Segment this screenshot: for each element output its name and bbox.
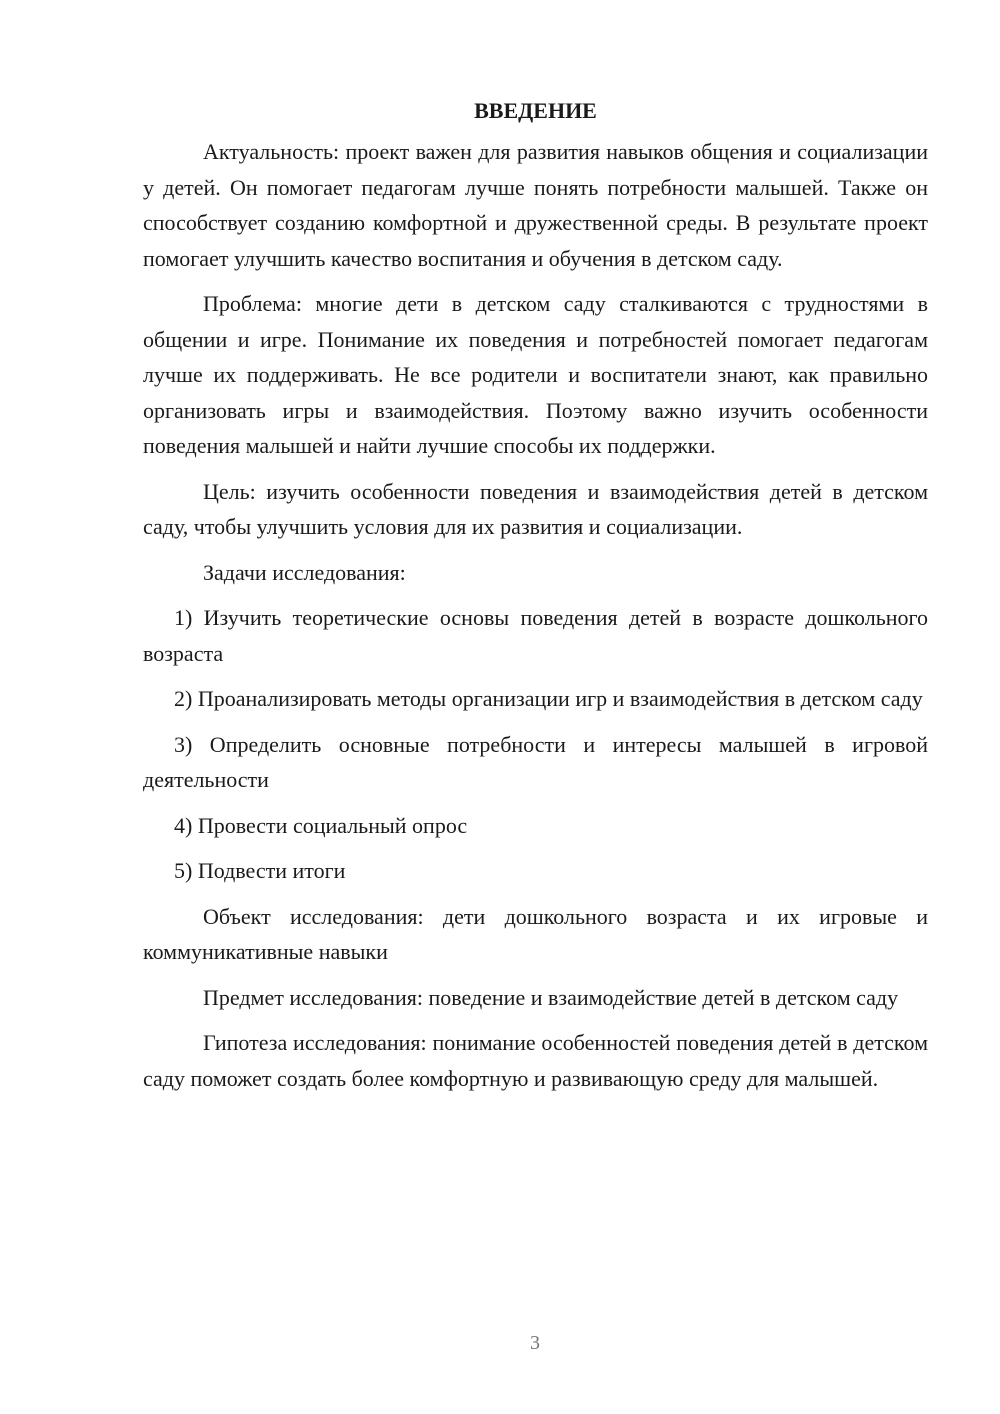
relevance-paragraph: Актуальность: проект важен для развития навыков общения и социализации у детей. Он помогает педагогам лучше понять потребности малышей. Также он способствует созданию комфортной и дружественной среды. В результате проект помогает улучшить качество воспитания и обучения в детском саду. [143,139,928,271]
task-item: 3) Определить основные потребности и интересы малышей в игровой деятельности [143,731,928,792]
subject-paragraph: Предмет исследования: поведение и взаимодействие детей в детском саду [203,984,899,1010]
hypothesis-paragraph: Гипотеза исследования: понимание особенностей поведения детей в детском саду поможет создать более комфортную и развивающую среду для малышей. [143,1030,928,1091]
problem-paragraph: Проблема: многие дети в детском саду сталкиваются с трудностями в общении и игре. Понимание их поведения и потребностей помогает педагогам лучше их поддерживать. Не все родители и воспитатели знают, как правильно организовать игры и взаимодействия. Поэтому важно изучить особенности поведения малышей и найти лучшие способы их поддержки. [143,291,928,458]
tasks-heading: Задачи исследования: [203,559,406,585]
task-item: 4) Провести социальный опрос [174,812,468,838]
task-item: 1) Изучить теоретические основы поведения детей в возрасте дошкольного возраста [143,605,928,666]
task-item: 2) Проанализировать методы организации игр и взаимодействия в детском саду [174,686,923,711]
goal-paragraph: Цель: изучить особенности поведения и взаимодействия детей в детском саду, чтобы улучшить условия для их развития и социализации. [143,478,928,539]
page-number: 3 [530,1332,540,1354]
object-paragraph: Объект исследования: дети дошкольного возраста и их игровые и коммуникативные навыки [143,903,928,964]
page-title: ВВЕДЕНИЕ [474,98,597,123]
task-item: 5) Подвести итоги [174,858,346,883]
document-page [143,96,928,1106]
